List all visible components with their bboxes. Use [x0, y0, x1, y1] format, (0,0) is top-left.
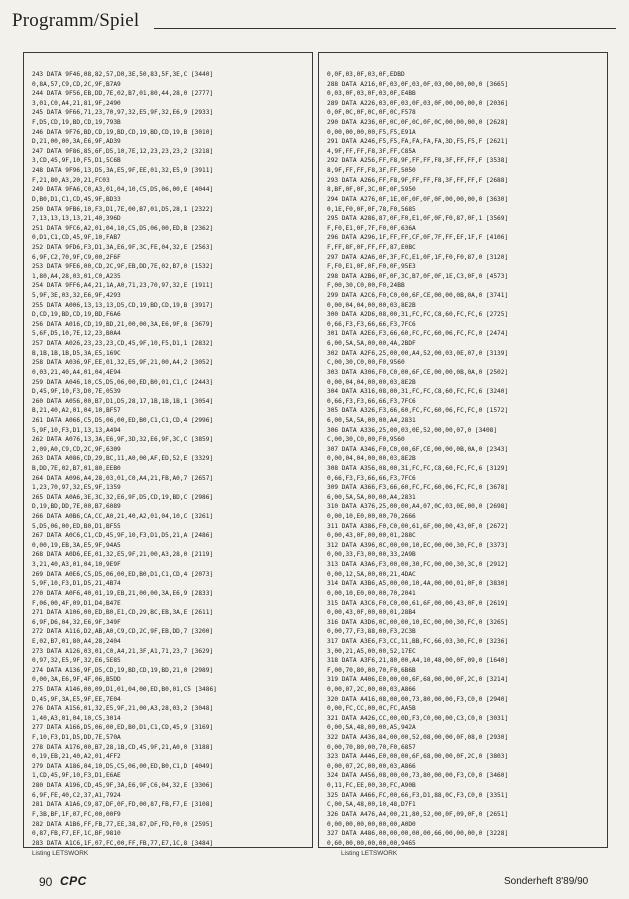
issue-label: Sonderheft 8'89/90: [504, 876, 589, 887]
listing-line: 0,19,EB,21,40,A2,01,4FF2: [32, 753, 121, 761]
listing-line: F,06,00,4F,09,D1,D4,B47E: [32, 599, 121, 607]
listing-line: 8,9F,FF,FF,F8,3F,FF,5050: [327, 167, 416, 175]
listing-line: 243 DATA 9F46,08,82,57,D0,3E,50,83,5F,3E,C [3440]: [32, 71, 214, 78]
listing-line: 0,00,12,5A,00,00,21,4DAC: [327, 570, 416, 578]
listing-line: 308 DATA A356,08,00,31,FC,FC,C8,60,FC,FC,6 [3129]: [327, 464, 509, 472]
listing-line: 258 DATA A036,9F,EE,01,32,E5,9F,21,00,A4,2 [3052]: [32, 359, 214, 367]
listing-line: 315 DATA A3C6,F0,C0,00,61,6F,00,00,43,0F,0 [2619]: [327, 599, 509, 607]
listing-line: 0,1E,F0,0F,0F,78,F0,5685: [327, 205, 416, 213]
listing-line: 276 DATA A156,01,32,E5,9F,21,00,A3,28,03,2 [3048]: [32, 705, 214, 713]
listing-line: 253 DATA 9FE6,00,CD,2C,9F,EB,DD,7E,02,B7,0 [1532]: [32, 263, 214, 271]
listing-line: 250 DATA 9FB6,10,F3,D1,7E,00,B7,01,D5,28,1 [2322]: [32, 205, 214, 213]
listing-line: 1,40,A3,01,04,10,C5,3014: [32, 714, 121, 722]
listing-line: 321 DATA A426,CC,00,0D,F3,C0,00,00,C3,C0,0 [3031]: [327, 714, 509, 722]
listing-line: 264 DATA A096,A4,28,03,01,C0,A4,21,FB,A0,7 [2657]: [32, 474, 214, 482]
listing-line: 269 DATA A0E6,C5,D5,06,00,ED,B0,D1,C1,CD,4 [2073]: [32, 570, 214, 578]
listing-line: 0,00,04,04,00,00,03,8E2B: [327, 455, 416, 463]
listing-line: 0,0F,03,0F,03,0F,EDBD: [327, 71, 405, 78]
listing-line: 294 DATA A276,0F,1E,0F,0F,0F,0F,00,00,00,0 [3630]: [327, 195, 509, 203]
listing-line: 310 DATA A376,25,00,00,A4,07,0C,03,0E,00,0 [2698]: [327, 503, 509, 511]
listing-line: 288 DATA A216,0F,03,0F,03,0F,03,00,00,00,0 [3665]: [327, 80, 509, 88]
listing-line: 312 DATA A396,0C,00,00,10,EC,00,00,30,FC,0 [3373]: [327, 541, 509, 549]
listing-line: D,B0,D1,C1,CD,45,9F,BD33: [32, 195, 121, 203]
listing-line: 5,9F,3E,03,32,E6,9F,4293: [32, 292, 121, 300]
listing-line: 0,00,77,F3,88,00,F3,2C3B: [327, 628, 416, 636]
listing-line: 6,00,5A,5A,00,00,4A,2BDF: [327, 340, 416, 348]
listing-line: 268 DATA A0D6,EE,01,32,E5,9F,21,00,A3,28,0 [2119]: [32, 551, 214, 559]
listing-line: 262 DATA A076,13,3A,E6,9F,3D,32,E6,9F,3C,C [3859]: [32, 436, 214, 444]
listing-line: 281 DATA A1A6,C9,87,DF,0F,FD,00,87,FB,F7,E [3108]: [32, 801, 214, 809]
listing-line: 282 DATA A1B6,FF,FB,77,EE,38,87,DF,FD,F0,0 [2595]: [32, 820, 214, 828]
listing-line: 0,00,43,0F,00,00,01,28B4: [327, 609, 416, 617]
listing-line: 244 DATA 9F56,EB,DD,7E,02,B7,01,80,44,28,0 [2777]: [32, 90, 214, 98]
listing-line: 263 DATA A086,CD,29,BC,11,A0,00,AF,ED,52,E [3329]: [32, 455, 214, 463]
listing-line: 307 DATA A346,F0,C0,00,6F,CE,00,00,0B,0A,0 [2343]: [327, 445, 509, 453]
listing-line: 260 DATA A056,00,B7,D1,D5,28,17,1B,1B,1B,1 [3054]: [32, 397, 214, 405]
listing-line: B,1B,1B,1B,D5,3A,E5,169C: [32, 349, 121, 357]
listing-line: 5,9F,10,F3,D1,D5,21,4B74: [32, 580, 121, 588]
listing-line: 314 DATA A3B6,A5,00,00,10,4A,00,00,01,0F,0 [3830]: [327, 580, 509, 588]
listing-line: 1,CD,45,9F,10,F3,D1,E6AE: [32, 772, 121, 780]
listing-line: 0,97,32,E5,9F,32,E6,5E85: [32, 657, 121, 665]
listing-line: 277 DATA A166,D5,06,00,ED,B0,D1,C1,CD,45,9 [3169]: [32, 724, 214, 732]
listing-line: B,21,40,A2,01,04,10,BF57: [32, 407, 121, 415]
listing-line: 0,66,F3,F3,66,66,F3,7FC6: [327, 397, 416, 405]
listing-line: 0,00,70,80,00,70,F0,6857: [327, 743, 416, 751]
listing-line: 296 DATA A296,1F,FF,FF,CF,0F,7F,FF,EF,1F,F [4106]: [327, 234, 509, 242]
listing-line: F,3B,BF,1F,07,FC,00,00F9: [32, 810, 121, 818]
listing-line: F,10,F3,D1,D5,DD,7E,570A: [32, 734, 121, 742]
listing-line: 0,00,33,F3,00,00,33,2A9B: [327, 551, 416, 559]
listing-line: 0,00,07,2C,00,00,03,A866: [327, 762, 416, 770]
listing-line: D,45,9F,3A,E5,9F,EE,7E04: [32, 695, 121, 703]
listing-line: 0,00,10,E0,00,00,70,2666: [327, 513, 416, 521]
listing-line: 320 DATA A416,08,00,00,73,80,00,00,F3,C0,0 [2940]: [327, 695, 509, 703]
listing-line: 252 DATA 9FD6,F3,D1,3A,E6,9F,3C,FE,04,32,E [2563]: [32, 243, 214, 251]
listing-line: 272 DATA A116,D2,AB,A0,C9,CD,2C,9F,EB,DD,7 [3200]: [32, 628, 214, 636]
listing-line: 3,21,40,A3,01,04,10,9E9F: [32, 561, 121, 569]
listing-line: 245 DATA 9F66,71,23,70,97,32,E5,9F,32,E6,9 [2933]: [32, 109, 214, 117]
listing-line: 265 DATA A0A6,3E,3C,32,E6,9F,D5,CD,19,BD,C [2986]: [32, 493, 214, 501]
listing-line: D,19,BD,DD,7E,00,B7,6089: [32, 503, 121, 511]
listing-line: 0,00,5A,48,00,00,A5,942A: [327, 724, 416, 732]
listing-line: 326 DATA A476,A4,00,21,80,52,00,0F,09,0F,0 [2651]: [327, 810, 509, 818]
listing-line: 0,00,04,04,00,00,03,8E2B: [327, 301, 416, 309]
listing-line: D,CD,19,BD,CD,19,BD,F6A6: [32, 311, 121, 319]
listing-line: 6,9F,C2,70,9F,C9,00,2F6F: [32, 253, 121, 261]
listing-line: 247 DATA 9F86,85,6F,D5,10,7E,12,23,23,23,2 [3218]: [32, 147, 214, 155]
listing-line: 0,00,19,EB,3A,E5,9F,94A5: [32, 541, 121, 549]
page-title: Programm/Spiel: [12, 10, 140, 31]
listing-line: 5,D5,06,00,ED,B0,D1,BF55: [32, 522, 121, 530]
listing-line: 0,60,00,00,00,00,00,9465: [327, 839, 416, 847]
caption-left: Listing LETSWORK: [32, 850, 89, 857]
listing-line: 303 DATA A306,F0,C0,00,6F,CE,00,00,0B,0A,0 [2502]: [327, 368, 509, 376]
listing-line: 0,00,FC,CC,00,0C,FC,AA5B: [327, 705, 416, 713]
listing-line: C,00,30,C0,00,F0,9560: [327, 436, 405, 444]
listing-line: 311 DATA A386,F0,C0,00,61,6F,00,00,43,0F,0 [2672]: [327, 522, 509, 530]
listing-line: 257 DATA A026,23,23,23,CD,45,9F,10,F5,D1,1 [2832]: [32, 340, 214, 348]
listing-line: 299 DATA A2C6,F0,C0,00,6F,CE,00,00,0B,0A,0 [3741]: [327, 292, 509, 300]
listing-line: 3,01,C0,A4,21,81,9F,2490: [32, 99, 121, 107]
listing-line: 271 DATA A106,00,ED,B0,E1,CD,29,BC,EB,3A,E [2611]: [32, 609, 214, 617]
header-rule: [154, 28, 616, 29]
listing-line: 0,0F,0C,0F,0C,0F,0C,F578: [327, 109, 416, 117]
listing-line: 293 DATA A266,FF,F8,9F,FF,FF,F8,3F,FF,FF,F [2688]: [327, 176, 509, 184]
magazine-logo: CPC: [60, 874, 87, 888]
listing-line: 279 DATA A186,04,10,D5,C5,06,00,ED,B0,C1,D [4049]: [32, 762, 214, 770]
listing-line: 246 DATA 9F76,BD,CD,19,BD,CD,19,BD,CD,19,B [3010]: [32, 128, 214, 136]
listing-left: [32, 70, 309, 848]
listing-line: 261 DATA A066,C5,D5,06,00,ED,B0,C1,C1,CD,4 [2996]: [32, 416, 214, 424]
listing-line: F,21,80,A3,20,21,FC03: [32, 176, 110, 184]
listing-line: 254 DATA 9FF6,A4,21,1A,A0,71,23,70,97,32,E [1911]: [32, 282, 214, 290]
listing-line: 273 DATA A126,03,01,C0,A4,21,3F,A1,71,23,7 [3629]: [32, 647, 214, 655]
listing-line: 0,03,0F,03,0F,03,0F,E4BB: [327, 90, 416, 98]
listing-line: D,21,00,00,3A,E6,9F,AD39: [32, 138, 121, 146]
listing-line: C,00,30,C0,00,F0,9560: [327, 359, 405, 367]
listing-line: E,02,B7,01,80,A4,28,2404: [32, 637, 121, 645]
listing-line: 301 DATA A2E6,F3,66,60,FC,FC,60,06,FC,FC,0 [2474]: [327, 330, 509, 338]
listing-line: 298 DATA A2B6,0F,0F,3C,B7,0F,0F,1E,C3,0F,0 [4573]: [327, 272, 509, 280]
listing-line: 291 DATA A246,F5,F5,FA,FA,FA,FA,3D,F5,F5,F [2621]: [327, 138, 509, 146]
listing-line: 305 DATA A326,F3,66,60,FC,FC,60,06,FC,FC,0 [1572]: [327, 407, 509, 415]
listing-line: 0,00,3A,E6,9F,4F,06,B5DD: [32, 676, 121, 684]
listing-line: 5,6F,D5,10,7E,12,23,B0A4: [32, 330, 121, 338]
listing-line: 6,9F,FE,40,C2,37,A1,7924: [32, 791, 121, 799]
listing-column-left: [23, 52, 313, 848]
page-number: 90: [39, 875, 53, 889]
listing-line: 6,9F,D6,04,32,E6,9F,349F: [32, 618, 121, 626]
listing-line: 7,13,13,13,13,21,40,396D: [32, 215, 121, 223]
listing-line: 0,00,43,0F,00,00,01,288C: [327, 532, 416, 540]
listing-line: 256 DATA A016,CD,19,BD,21,00,00,3A,E6,9F,8 [3679]: [32, 320, 214, 328]
listing-line: 1,23,70,97,32,E5,9F,1359: [32, 484, 121, 492]
listing-line: F,F0,E1,0F,7F,F0,0F,636A: [327, 224, 416, 232]
listing-line: 0,D1,C1,CD,45,9F,10,FAB7: [32, 234, 121, 242]
listing-line: B,DD,7E,02,B7,01,80,EEB0: [32, 464, 121, 472]
listing-line: 6,00,5A,5A,00,00,A4,2831: [327, 416, 416, 424]
listing-line: 1,80,A4,28,03,01,C0,A235: [32, 272, 121, 280]
listing-line: 0,00,10,E0,00,00,70,2041: [327, 589, 416, 597]
listing-line: 0,00,07,2C,00,00,03,A866: [327, 686, 416, 693]
listing-line: 249 DATA 9FA6,C0,A3,01,04,10,C5,D5,06,00,E [4044]: [32, 186, 214, 194]
listing-line: C,00,5A,48,00,10,48,D7F1: [327, 801, 416, 809]
listing-line: 280 DATA A196,CD,45,9F,3A,E6,9F,C6,04,32,E [3306]: [32, 782, 214, 790]
listing-line: 0,8A,57,C9,CD,2C,9F,B7A9: [32, 80, 121, 88]
listing-line: 3,CD,45,9F,10,F5,D1,5C6B: [32, 157, 121, 165]
listing-line: F,D5,CD,19,BD,CD,19,793B: [32, 119, 121, 127]
listing-line: F,FF,8F,0F,FF,FF,87,E0BC: [327, 243, 416, 251]
listing-line: 302 DATA A2F6,25,00,00,A4,52,00,03,0E,07,0 [3139]: [327, 349, 509, 357]
listing-line: 324 DATA A456,08,00,00,73,80,00,00,F3,C0,0 [3460]: [327, 772, 509, 780]
listing-line: 3,00,21,A5,00,00,52,17EC: [327, 647, 416, 655]
listing-line: 304 DATA A316,08,00,31,FC,FC,C8,60,FC,FC,6 [3240]: [327, 388, 509, 396]
listing-line: 300 DATA A2D6,08,00,31,FC,FC,C8,60,FC,FC,6 [2725]: [327, 311, 509, 319]
listing-line: 0,00,00,00,00,F5,F5,E91A: [327, 128, 416, 136]
listing-column-right: [318, 52, 608, 848]
listing-line: D,45,9F,10,F3,D0,7E,0539: [32, 388, 121, 396]
listing-line: 248 DATA 9F96,13,D5,3A,E5,9F,EE,01,32,E5,9 [3911]: [32, 167, 214, 175]
listing-line: 259 DATA A046,10,C5,D5,06,00,ED,B0,01,C1,C [2443]: [32, 378, 214, 386]
listing-line: 278 DATA A176,00,B7,28,1B,CD,45,9F,21,A0,0 [3188]: [32, 743, 214, 751]
listing-line: 0,03,21,40,A4,01,04,4E94: [32, 368, 121, 376]
listing-line: 275 DATA A146,00,09,D1,01,04,00,ED,B0,01,C5 [3486]: [32, 686, 217, 693]
listing-line: 0,87,FB,F7,EF,1C,BF,9810: [32, 830, 121, 838]
listing-line: 0,00,04,04,00,00,03,8E2B: [327, 378, 416, 386]
listing-line: 322 DATA A436,84,00,00,52,08,00,00,0F,08,0 [2930]: [327, 734, 509, 742]
listing-line: 316 DATA A3D6,0C,00,00,10,EC,00,00,30,FC,0 [3265]: [327, 618, 509, 626]
listing-line: 8,BF,0F,0F,3C,0F,0F,5950: [327, 186, 416, 194]
listing-line: 292 DATA A256,FF,F8,9F,FF,FF,F8,3F,FF,FF,F [3538]: [327, 157, 509, 165]
listing-line: 0,66,F3,F3,66,66,F3,7FC6: [327, 474, 416, 482]
listing-line: 267 DATA A0C6,C1,CD,45,9F,10,F3,D1,D5,21,A [2486]: [32, 532, 214, 540]
listing-line: 251 DATA 9FC6,A2,01,04,10,C5,D5,06,00,ED,B [2362]: [32, 224, 214, 232]
listing-line: 0,00,00,00,00,00,00,A0D0: [327, 820, 416, 828]
listing-line: 0,66,F3,F3,66,66,F3,7FC6: [327, 320, 416, 328]
listing-line: 270 DATA A0F6,40,01,19,EB,21,00,00,3A,E6,9 [2833]: [32, 589, 214, 597]
listing-line: 289 DATA A226,03,0F,03,0F,03,0F,00,00,00,0 [2036]: [327, 99, 509, 107]
listing-line: 6,00,5A,5A,00,00,A4,2831: [327, 493, 416, 501]
listing-line: F,F0,E1,0F,0F,F0,0F,95E3: [327, 263, 416, 271]
listing-right: [327, 70, 604, 848]
listing-line: 283 DATA A1C6,1F,07,FC,00,FF,FB,77,E7,1C,8 [3484]: [32, 839, 214, 847]
listing-line: 309 DATA A366,F3,66,60,FC,FC,60,06,FC,FC,0 [3678]: [327, 484, 509, 492]
listing-line: 295 DATA A286,87,0F,F0,E1,0F,0F,F0,87,0F,1 [3569]: [327, 215, 509, 223]
listing-line: 319 DATA A406,E0,00,00,6F,68,00,00,0F,2C,0 [3214]: [327, 676, 509, 684]
listing-line: 323 DATA A446,E0,00,00,6F,68,00,00,0F,2C,0 [3803]: [327, 753, 509, 761]
listing-line: 2,09,A0,C9,CD,2C,9F,6309: [32, 445, 121, 453]
listing-line: 255 DATA A006,13,13,13,D5,CD,19,BD,CD,19,B [3917]: [32, 301, 214, 309]
caption-right: Listing LETSWORK: [341, 850, 398, 857]
listing-line: 5,9F,10,F3,D1,13,13,A494: [32, 426, 121, 434]
listing-line: 318 DATA A3F6,21,80,00,A4,10,48,00,0F,09,0 [1640]: [327, 657, 509, 665]
listing-line: 325 DATA A466,FC,00,66,F3,D1,88,0C,F3,C0,0 [3351]: [327, 791, 509, 799]
listing-line: 317 DATA A3E6,F3,CC,11,BB,FC,66,03,30,FC,0 [3236]: [327, 637, 509, 645]
listing-line: 297 DATA A2A6,0F,3F,FC,E1,0F,1F,F0,F0,87,0 [3120]: [327, 253, 509, 261]
listing-line: 0,11,FC,EE,00,30,FC,A90B: [327, 782, 416, 790]
listing-line: F,00,70,80,00,70,F0,6B6B: [327, 666, 416, 674]
listing-line: 290 DATA A236,0F,0C,0F,0C,0F,0C,00,00,00,0 [2628]: [327, 119, 509, 127]
listing-line: 313 DATA A3A6,F3,00,00,30,FC,00,00,30,3C,0 [2912]: [327, 561, 509, 569]
listing-line: 266 DATA A0B6,CA,CC,A0,21,40,A2,01,04,10,C [3261]: [32, 513, 214, 521]
listing-line: 306 DATA A336,25,00,03,0E,52,00,00,07,0 [3408]: [327, 426, 498, 434]
listing-line: 274 DATA A136,9F,D5,CD,19,BD,CD,19,BD,21,0 [2989]: [32, 666, 214, 674]
listing-line: F,00,30,C0,00,F0,24BB: [327, 282, 405, 290]
listing-line: 4,9F,FF,FF,F8,3F,FF,C85A: [327, 147, 416, 155]
listing-line: 327 DATA A486,00,00,00,00,00,66,00,00,00,0 [3228]: [327, 830, 509, 838]
